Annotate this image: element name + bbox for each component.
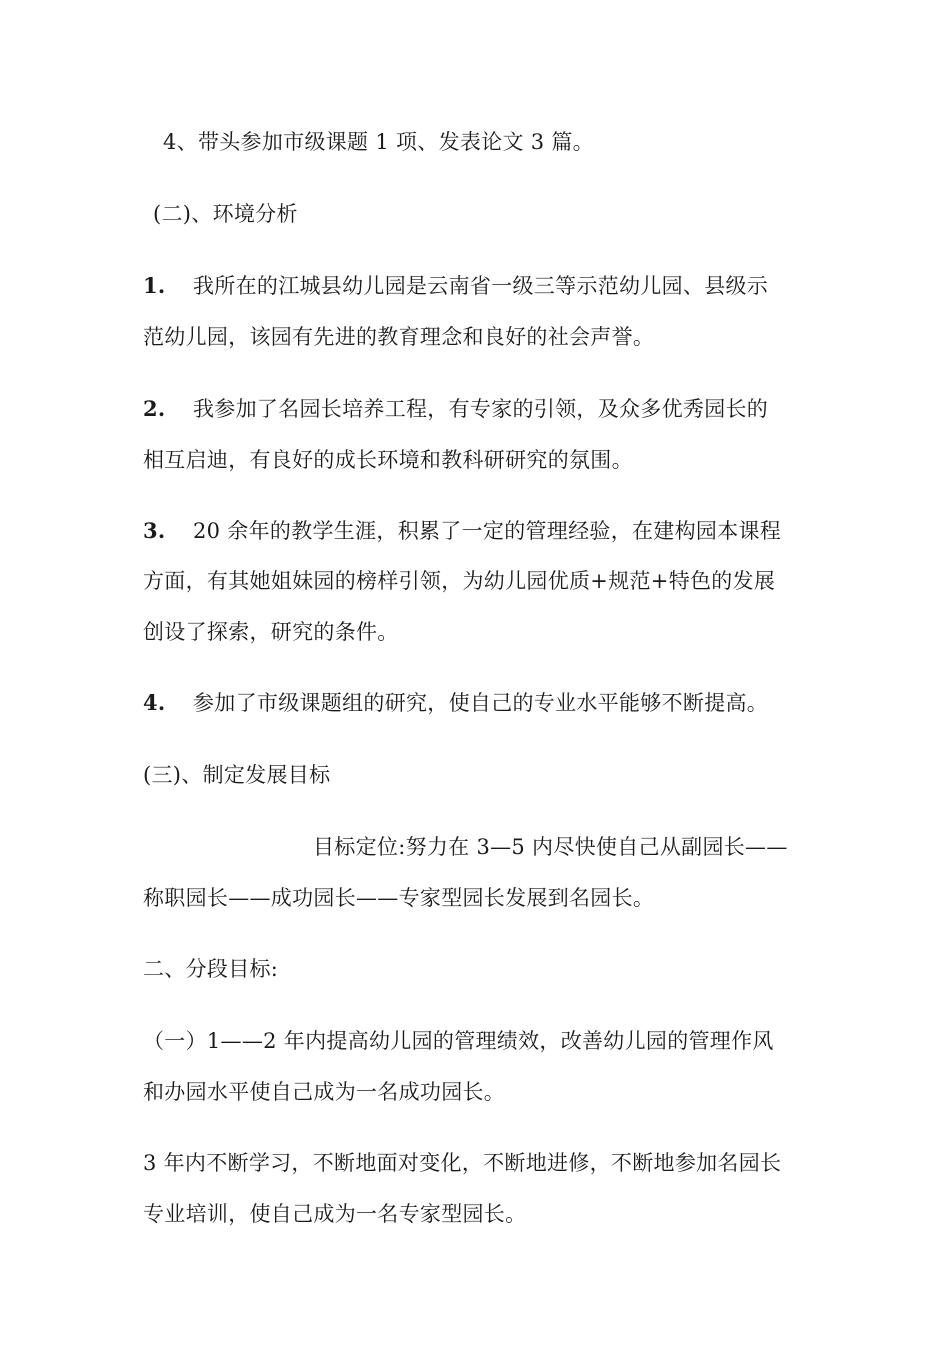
section-heading-goals: (三)、制定发展目标 bbox=[143, 763, 331, 787]
env-item-2-number: 2. bbox=[143, 396, 166, 421]
env-item-3-number: 3. bbox=[143, 518, 166, 543]
env-item-2-line1 bbox=[143, 395, 768, 423]
goal-definition-line1: 目标定位:努力在 3—5 内尽快使自己从副园长—— bbox=[313, 835, 788, 859]
env-item-4-line1 bbox=[143, 689, 768, 717]
part-heading-stage-goals: 二、分段目标: bbox=[143, 957, 279, 981]
env-item-1-line2: 范幼儿园，该园有先进的教育理念和良好的社会声誉。 bbox=[143, 325, 655, 349]
list-item-4-top: 4、带头参加市级课题 1 项、发表论文 3 篇。 bbox=[163, 130, 594, 154]
env-item-3-line2: 方面，有其她姐妹园的榜样引领，为幼儿园优质+规范+特色的发展 bbox=[143, 569, 776, 593]
section-heading-environment: (二)、环境分析 bbox=[153, 202, 298, 226]
stage-goal-1-line1: （一）1——2 年内提高幼儿园的管理绩效，改善幼儿园的管理作风 bbox=[143, 1029, 774, 1053]
env-item-3-line1 bbox=[143, 517, 781, 545]
env-item-2-line2: 相互启迪，有良好的成长环境和教科研研究的氛围。 bbox=[143, 448, 633, 472]
stage-goal-2-line2: 专业培训，使自己成为一名专家型园长。 bbox=[143, 1202, 527, 1226]
env-item-3-line3: 创设了探索，研究的条件。 bbox=[143, 620, 399, 644]
stage-goal-1-line2: 和办园水平使自己成为一名成功园长。 bbox=[143, 1080, 506, 1104]
env-item-1-text: 我所在的江城县幼儿园是云南省一级三等示范幼儿园、县级示 bbox=[193, 274, 769, 298]
goal-definition-line2: 称职园长——成功园长——专家型园长发展到名园长。 bbox=[143, 886, 655, 910]
env-item-2-text: 我参加了名园长培养工程，有专家的引领，及众多优秀园长的 bbox=[193, 397, 769, 421]
env-item-4-number: 4. bbox=[143, 690, 166, 715]
env-item-1-line1 bbox=[143, 272, 768, 300]
env-item-3-text: 20 余年的教学生涯，积累了一定的管理经验，在建构园本课程 bbox=[193, 519, 782, 543]
stage-goal-2-line1: 3 年内不断学习，不断地面对变化，不断地进修，不断地参加名园长 bbox=[143, 1151, 782, 1175]
env-item-1-number: 1. bbox=[143, 273, 166, 298]
env-item-4-text: 参加了市级课题组的研究，使自己的专业水平能够不断提高。 bbox=[193, 691, 769, 715]
